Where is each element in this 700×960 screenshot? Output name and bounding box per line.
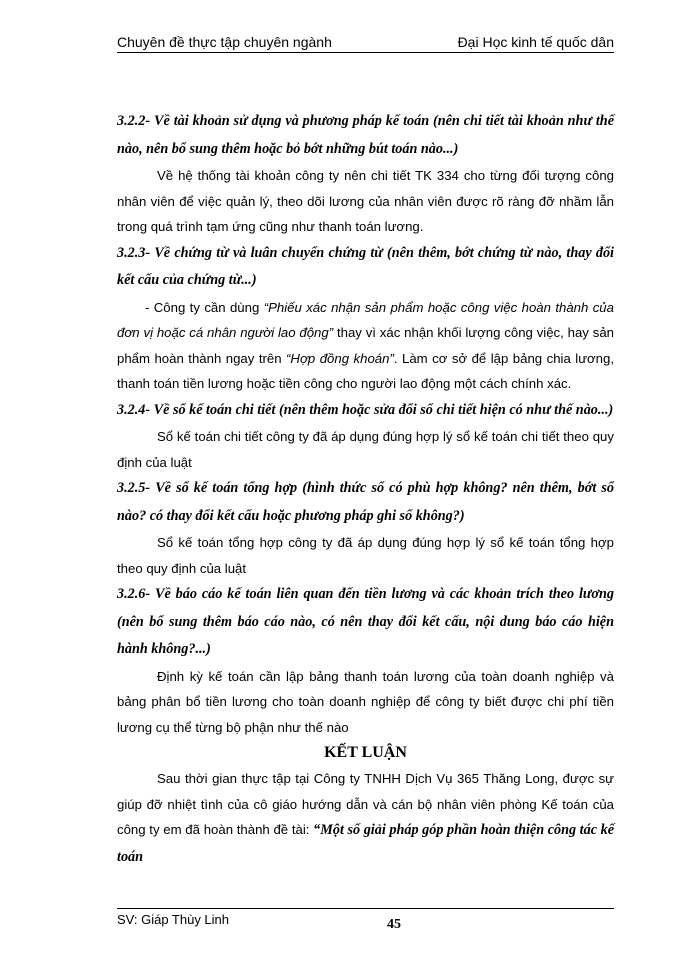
body-3-2-3-part-a: - Công ty cần dùng — [145, 299, 264, 315]
footer-author: SV: Giáp Thùy Linh — [117, 912, 230, 927]
section-heading-3-2-3: 3.2.3- Về chứng từ và luân chuyển chứng từ (nên thêm, bớt chứng từ nào, thay đổi kết cấu của chứng từ...) — [117, 244, 614, 288]
conclusion-title: KẾT LUẬN — [324, 744, 407, 761]
header-left-title: Chuyên đề thực tập chuyên ngành — [117, 34, 332, 50]
section-body-3-2-2: Về hệ thống tài khoản công ty nên chi tiết TK 334 cho từng đối tượng công nhân viên để việc quản lý, theo dõi lương của nhân viên được rõ ràng đỡ nhầm lẫn trong quá trình tạm ứng cũng như thanh toán lương. — [117, 168, 614, 234]
document-body — [117, 108, 614, 870]
section-body-3-2-3 — [117, 295, 614, 397]
body-3-2-3-part-e: . Làm cơ sở để lập bảng chia lương, thanh toán tiền lương hoặc tiền công cho người lao động một cách chính xác. — [117, 350, 615, 391]
conclusion-body — [117, 766, 614, 870]
page-footer — [117, 908, 614, 939]
section-heading-3-2-4: 3.2.4- Về sổ kế toán chi tiết (nên thêm hoặc sửa đổi sổ chi tiết hiện có như thế nào...) — [117, 401, 614, 418]
page-number: 45 — [387, 917, 401, 932]
section-body-3-2-6: Định kỳ kế toán cần lập bảng thanh toán lương của toàn doanh nghiệp và bảng phân bổ tiền lương cho toàn doanh nghiệp để công ty biết được chi phí tiền lương cụ thể từng bộ phận như thế nào — [117, 668, 614, 735]
section-heading-3-2-2: 3.2.2- Về tài khoản sử dụng và phương pháp kế toán (nên chi tiết tài khoản như thế nào, nên bổ sung thêm hoặc bỏ bớt những bút toán nào...) — [117, 113, 614, 157]
body-3-2-3-part-c: thay vì xác nhận khối lượng công việc, hay sản phẩm hoàn thành ngay trên — [117, 325, 615, 366]
header-right-title: Đại Học kinh tế quốc dân — [457, 34, 614, 50]
conclusion-body-text: Sau thời gian thực tập tại Công ty TNHH Dịch Vụ 365 Thăng Long, được sự giúp đỡ nhiệt tình của cô giáo hướng dẫn và cán bộ nhân viên phòng Kế toán của công ty em đã hoàn thành đề tài: — [117, 771, 614, 837]
page-header — [117, 30, 614, 53]
section-heading-3-2-6: 3.2.6- Về báo cáo kế toán liên quan đến tiền lương và các khoản trích theo lương (nên bổ sung thêm báo cáo nào, có nên thay đổi kết cấu, nội dung báo cáo hiện hành không?...) — [117, 586, 614, 657]
section-body-3-2-4: Sổ kế toán chi tiết công ty đã áp dụng đúng hợp lý sổ kế toán chi tiết theo quy định của luật — [117, 429, 614, 470]
section-body-3-2-5: Sổ kế toán tổng hợp công ty đã áp dụng đúng hợp lý sổ kế toán tổng hợp theo quy định của luật — [117, 535, 614, 576]
conclusion-topic-title: “Một số giải pháp góp phần hoàn thiện công tác kế toán — [117, 822, 614, 865]
body-3-2-3-quote-form: “Phiếu xác nhận sản phẩm hoặc công việc hoàn thành của đơn vị hoặc cá nhân người lao động” — [117, 299, 614, 340]
body-3-2-3-quote-contract: “Hợp đồng khoán” — [286, 350, 394, 366]
section-heading-3-2-5: 3.2.5- Về sổ kế toán tổng hợp (hình thức sổ có phù hợp không? nên thêm, bớt sổ nào? có thay đổi kết cấu hoặc phương pháp ghi sổ không?) — [117, 480, 614, 524]
